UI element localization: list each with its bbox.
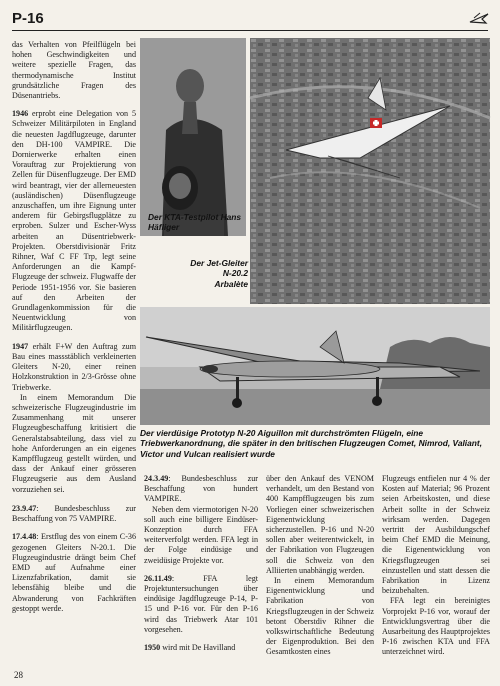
aircraft-photo <box>140 307 490 425</box>
text-column-2-bottom <box>144 474 258 674</box>
glider-photo <box>250 38 490 304</box>
header-divider <box>12 30 488 31</box>
text-column-left-top <box>12 40 136 494</box>
paragraph-lead: 1950 <box>144 643 161 653</box>
paragraph <box>12 504 136 524</box>
paragraph-text: Neben dem viermotorigen N-20 soll auch eine billigere Eindüser-Konzeption durch FFA weiterverfolgt werden. FFA legt in der Folge eindüsige und zweidüsige Projekte vor. <box>144 504 258 565</box>
paragraph-text: über den Ankauf des VENOM verhandelt, um den Bestand von 400 Kampfflugzeugen bis zum Vorliegen einer schweizerischen Eigenentwicklung sicherzustellen. P-16 und N-20 sollen aber weiterentwickelt, in der Fabrikation von Flugzeugen soll die Schweiz von den Alliierten unabhängig werden. <box>266 474 374 575</box>
text-column-3-bottom <box>266 474 374 674</box>
paragraph-text: : FFA legt Projektuntersuchungen über eindüsige Jagdflugzeuge P-14, P-15 und P-16 vor. Für den P-16 wird das Triebwerk Atar 101 vorgesehen. <box>144 573 258 634</box>
paragraph <box>144 474 258 505</box>
paragraph-text: erhält F+W den Auftrag zum Bau eines massstäblich verkleinerten Gleiters N-20, einer reinen Holzkonstruktion in 2/3-Grösse ohne Triebwerke. <box>12 341 136 392</box>
paragraph-lead: 23.9.47 <box>12 504 37 513</box>
paragraph-lead: 26.11.49 <box>144 573 172 583</box>
paragraph-text: Flugzeugs entfielen nur 4 % der Kosten auf Material; 96 Prozent seien Arbeitskosten, und diese Arbeit sollte in der Schweiz wirksam werden. Dagegen vertritt der Ausbildungschef beim Chef EMD die Meinung, die Eigenentwicklung von Kriegsflugzeugen sei einzustellen und statt dessen die Fabrikation in Lizenz beizubehalten. <box>382 474 490 596</box>
paragraph <box>382 596 490 657</box>
paragraph <box>12 342 136 393</box>
pilot-photo <box>140 38 246 236</box>
paragraph-text: In einem Memorandum Die schweizerische Flugzeugindustrie im Zusammenhang mit unserer Flugzeugbeschaffung kritisiert die Generalstabsabteilung, dass viel zu hohe Anforderungen an ein eigenes Kampfflugzeug gestellt würden, und dass der Ankauf einer grösseren Flugzeugserie aus dem Ausland vorzuziehen sei. <box>12 392 136 494</box>
glider-photo-caption: Der Jet-Gleiter N-20.2 Arbalète <box>190 258 248 289</box>
paragraph-text: erprobt eine Delegation von 5 Schweizer Militärpiloten in England die neuesten Jagdflugzeuge, darunter den DH-100 VAMPIRE. Die Dornierwerke erhalten einen Vorauftrag zur Projektierung von Zellen für Düsenflugzeuge. Der EMD wird beantragt, vier der allerneuesten (ausländischen) Düsenflugzeuge anzuschaffen, um ihre Eignung unter anderem für Gebirgsflugplätze zu erproben. Sulzer und Escher-Wyss arbeiten an Düsentriebwerk-Projekten. Oberstdivisionär Fritz Rihner, Waf C FF Trp, legt seine Anforderungen an die Kampf-Flugzeuge der schweiz. Flugwaffe der Periode 1951-1956 vor. Sie basieren auf den Arbeiten der Grundlagenkommission für die Neuentwicklung von Militärflugzeugen. <box>12 109 136 333</box>
paragraph-text: : Bundesbeschluss zur Beschaffung von 75 VAMPIRE. <box>12 504 136 524</box>
page-number: 28 <box>14 670 23 680</box>
paragraph-text: In einem Memorandum Eigenentwicklung und Fabrikation von Kriegsflugzeugen in der Schweiz betont Oberstdiv Rihner die volkswirtschaftliche Bedeutung der Eigenproduktion. Bei den Gesamtkosten eines <box>266 576 374 657</box>
paragraph <box>266 474 374 576</box>
aircraft-silhouette-icon <box>468 10 490 26</box>
paragraph <box>266 576 374 658</box>
paragraph-lead: 1946 <box>12 109 29 119</box>
paragraph-text: das Verhalten von Pfeilflügeln bei hohen Geschwindigkeiten und weitere spezielle Fragen, das thermodynamische Institut grundsätzliche Fragen des Düsenantriebs. <box>12 40 136 101</box>
paragraph-lead: 17.4.48 <box>12 532 37 542</box>
paragraph <box>382 474 490 596</box>
paragraph-text: wird mit De Havilland <box>160 643 236 653</box>
page-title: P-16 <box>12 10 44 27</box>
paragraph <box>12 109 136 333</box>
text-column-1-bottom <box>12 504 136 674</box>
paragraph <box>144 505 258 566</box>
paragraph-lead: 1947 <box>12 341 29 351</box>
paragraph <box>12 393 136 495</box>
paragraph <box>144 574 258 635</box>
paragraph-text: : Bundesbeschluss zur Beschaffung von hundert VAMPIRE. <box>144 474 258 504</box>
paragraph-text: FFA legt ein bereinigtes Vorprojekt P-16 vor, worauf der Entwicklungsvertrag über die Ausarbeitung des Hauptprojektes P-16 zwischen KTA und FFA unterzeichnet wird. <box>382 596 490 657</box>
paragraph-lead: 24.3.49 <box>144 474 169 483</box>
paragraph <box>144 643 258 653</box>
aircraft-photo-caption: Der vierdüsige Prototyp N-20 Aiguillon mit durchströmten Flügeln, eine Triebwerkanordnung, die später in den britischen Flugzeugen Comet, Nimrod, Valiant, Victor und Vulcan realisiert wurde <box>140 428 483 459</box>
paragraph <box>12 532 136 614</box>
paragraph-text: : Erstflug des von einem C-36 gezogenen Gleiters N-20.1. Die Flugzeugindustrie drängt beim Chef EMD auf Aufnahme einer Lizenzfabrikation, damit sie lebensfähig bleibe und die Abwanderung von Fachkräften gestoppt werde. <box>12 532 136 613</box>
text-column-4-bottom <box>382 474 490 674</box>
paragraph <box>12 40 136 101</box>
pilot-photo-caption: Der KTA-Testpilot Hans Häfliger <box>148 212 242 233</box>
